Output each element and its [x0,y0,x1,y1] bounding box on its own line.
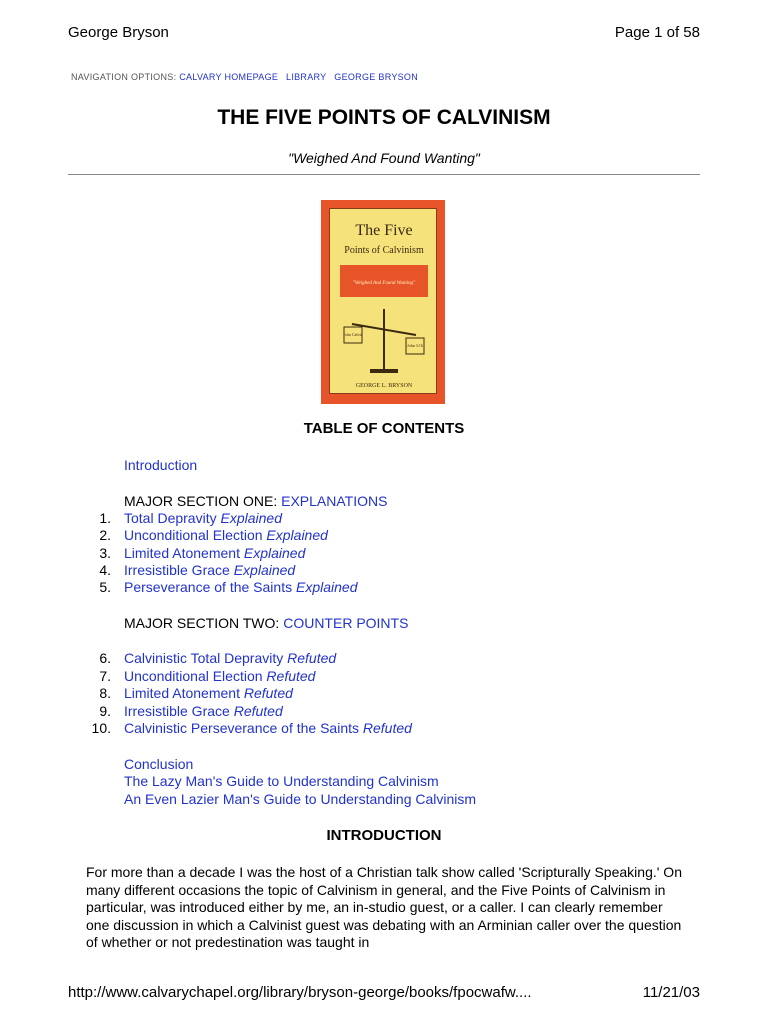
toc-item[interactable] [91,720,412,738]
toc-item-number: 10. [91,720,111,736]
toc-section-two [124,615,408,633]
toc-link-conclusion[interactable]: Conclusion [124,756,194,772]
toc-item-suffix[interactable]: Refuted [266,668,316,684]
cover-tagline: "Weighed And Found Wanting" [352,281,416,286]
toc-item-number: 6. [99,650,111,666]
toc-item-link[interactable]: Irresistible Grace [124,703,234,719]
horizontal-divider [68,174,700,175]
section-two-prefix: MAJOR SECTION TWO: [124,615,284,631]
page-title: THE FIVE POINTS OF CALVINISM [217,106,551,129]
footer-date: 11/21/03 [642,984,700,1001]
toc-item[interactable] [99,510,282,528]
toc-item-link[interactable]: Total Depravity [124,510,221,526]
nav-link-calvary-homepage[interactable]: CALVARY HOMEPAGE [179,72,279,82]
toc-item-link[interactable]: Unconditional Election [124,527,267,543]
toc-link-introduction[interactable]: Introduction [124,457,198,473]
cover-author: GEORGE L. BRYSON [355,383,413,389]
toc-item-link[interactable]: Calvinistic Total Depravity [124,650,288,666]
header-page-number: Page 1 of 58 [614,24,700,41]
toc-item-number: 1. [99,510,111,526]
toc-item[interactable] [99,527,328,545]
navigation-label: NAVIGATION OPTIONS: [71,72,177,82]
toc-item-suffix[interactable]: Refuted [287,650,337,666]
nav-link-george-bryson[interactable]: GEORGE BRYSON [334,72,419,82]
introduction-heading: INTRODUCTION [326,827,442,844]
toc-item-suffix[interactable]: Explained [233,562,296,578]
toc-item[interactable] [99,650,337,668]
toc-item-number: 4. [99,562,111,578]
toc-heading: TABLE OF CONTENTS [303,420,465,437]
toc-item-number: 3. [99,545,111,561]
toc-item-link[interactable]: Limited Atonement [124,545,244,561]
toc-item-suffix[interactable]: Explained [296,579,358,595]
toc-item-number: 2. [99,527,111,543]
toc-item-suffix[interactable]: Explained [220,510,282,526]
toc-item-link[interactable]: Calvinistic Perseverance of the Saints [124,720,363,736]
page-subtitle: "Weighed And Found Wanting" [288,150,480,166]
header-author: George Bryson [68,24,169,41]
section-one-link[interactable]: EXPLANATIONS [281,493,388,509]
toc-item-link[interactable]: Perseverance of the Saints [124,579,296,595]
toc-link-lazy-guide[interactable]: The Lazy Man's Guide to Understanding Calvinism [124,773,439,789]
section-one-prefix: MAJOR SECTION ONE: [124,493,282,509]
toc-item-number: 9. [99,703,111,719]
book-cover-artwork [330,209,438,395]
toc-item-link[interactable]: Unconditional Election [124,668,267,684]
scale-label-left: John Calvin [343,332,363,337]
cover-title-line2: Points of Calvinism [344,245,424,256]
toc-item-link[interactable]: Limited Atonement [124,685,244,701]
scale-label-right: John 3:16 [407,343,423,348]
toc-section-one [124,493,387,511]
toc-item-suffix[interactable]: Explained [243,545,306,561]
toc-item[interactable] [99,562,296,580]
book-cover-image [321,200,445,404]
toc-link-lazier-guide[interactable]: An Even Lazier Man's Guide to Understanding Calvinism [124,791,477,807]
footer-url: http://www.calvarychapel.org/library/bryson-george/books/fpocwafw.... [68,984,532,1001]
nav-link-library[interactable]: LIBRARY [286,72,327,82]
toc-item[interactable] [99,545,306,563]
toc-item-suffix[interactable]: Refuted [243,685,293,701]
toc-item-suffix[interactable]: Refuted [362,720,412,736]
section-two-link[interactable]: COUNTER POINTS [283,615,409,631]
toc-item[interactable] [99,685,293,703]
toc-item-suffix[interactable]: Explained [266,527,328,543]
scale-base [370,369,398,373]
toc-item[interactable] [99,668,316,686]
introduction-paragraph: For more than a decade I was the host of a Christian talk show called 'Scripturally Speaking.' On many different occasions the topic of Calvinism in general, and the Five Points of Calvinism in particular, was introduced either by me, an in-studio guest, or a caller. I can clearly remember one discussion in which a Calvinist guest was debating with an Arminian caller over the question of whether or not predestination was taught in [86,864,682,950]
toc-item-link[interactable]: Irresistible Grace [124,562,234,578]
toc-item-number: 8. [99,685,111,701]
toc-item[interactable] [99,579,358,597]
cover-title-line1: The Five [355,222,413,239]
toc-item[interactable] [99,703,283,721]
toc-item-number: 5. [99,579,111,595]
navigation-bar [71,72,423,82]
book-cover-panel [329,208,437,394]
toc-item-number: 7. [99,668,111,684]
toc-item-suffix[interactable]: Refuted [233,703,283,719]
